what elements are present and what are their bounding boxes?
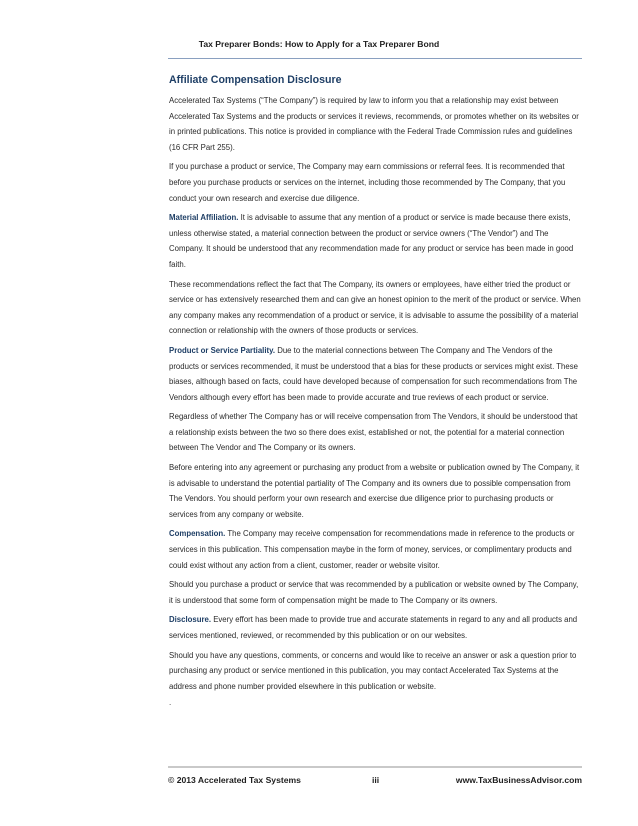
section-heading: Affiliate Compensation Disclosure — [169, 74, 342, 86]
paragraph-text: Regardless of whether The Company has or will receive compensation from The Vendors, it should be understood that a relationship exists between the two so there does exist, established or not, the potential for a material connection between The Vendor and The Company or its owners. — [169, 412, 578, 453]
paragraph-text: If you purchase a product or service, The Company may earn commissions or referral fees. It is recommended that before you purchase products or services on the internet, including those recommended by The Company, that you conduct your own research and exercise due diligence. — [169, 162, 566, 203]
paragraph-text: Before entering into any agreement or purchasing any product from a website or publication owned by The Company, it is advisable to understand the potential partiality of The Company and its owners due to possible compensation from The Vendors. You should perform your own research and exercise due diligence prior to purchasing products or services from any company or website. — [169, 463, 580, 519]
paragraph-text: Accelerated Tax Systems (“The Company”) is required by law to inform you that a relationship may exist between Accelerated Tax Systems and the products or services it reviews, recommends, or promotes whether on its websites or in printed publications. This notice is provided in compliance with the Federal Trade Commission rules and guidelines (16 CFR Part 255). — [169, 96, 579, 152]
paragraph-intro — [169, 93, 581, 155]
paragraph-text: Should you have any questions, comments, or concerns and would like to receive an answer or ask a question prior to purchasing any product or service mentioned in this publication, you may contact Accelerated Tax Systems at the address and phone number provided elsewhere in this publication or website. — [169, 650, 577, 691]
header-divider — [168, 58, 582, 59]
paragraph-disclosure — [169, 612, 581, 643]
trailing-mark: . — [169, 698, 172, 708]
paragraph-purchase-notice — [169, 159, 581, 206]
paragraph-before-agreement — [169, 460, 581, 522]
footer-divider — [168, 766, 582, 768]
paragraph-lead: Disclosure. — [169, 615, 212, 625]
paragraph-partiality — [169, 343, 581, 405]
paragraph-lead: Compensation. — [169, 529, 226, 539]
page-body — [169, 74, 581, 708]
paragraph-contact — [169, 648, 581, 695]
paragraph-text: Due to the material connections between The Company and The Vendors of the products or services recommended, it must be understood that a bias for these products or services might exist. These biases, although based on facts, could have developed because of compensation for such recommendations from The Vendors although every effort has been made to provide accurate and true reviews of each product or service. — [169, 345, 578, 402]
paragraph-relationship — [169, 409, 581, 456]
footer-website: www.TaxBusinessAdvisor.com — [455, 775, 582, 785]
paragraph-purchase-compensation — [169, 577, 581, 608]
paragraph-lead: Material Affiliation. — [169, 213, 239, 223]
paragraph-text: Should you purchase a product or service that was recommended by a publication or website owned by The Company, it is understood that some form of compensation might be made to The Company or its owners. — [169, 580, 579, 605]
paragraph-material-affiliation — [169, 210, 581, 272]
footer-copyright: © 2013 Accelerated Tax Systems — [168, 775, 301, 785]
paragraph-text: These recommendations reflect the fact that The Company, its owners or employees, have either tried the product or service or has extensively researched them and can give an honest opinion to the merit of the product or service. When any company makes any recommendation of a product or service, it is advisable to assume the possibility of a material connection or relationship with the owners of those products or services. — [169, 279, 581, 336]
paragraph-text: It is advisable to assume that any mention of a product or service is made because there exists, unless otherwise stated, a material connection between the product or service owners (“The Vendor”) and The Company. It should be understood that any recommendation made for any product or service has been made in good faith. — [169, 213, 574, 269]
paragraph-lead: Product or Service Partiality. — [169, 345, 276, 355]
footer-page-number: iii — [372, 775, 380, 785]
paragraph-text: Every effort has been made to provide true and accurate statements in regard to any and all products and services mentioned, reviewed, or recommended by this publication or on our websites. — [169, 615, 578, 640]
paragraph-recommendations — [169, 277, 581, 339]
paragraph-compensation — [169, 526, 581, 573]
paragraph-text: The Company may receive compensation for recommendations made in reference to the products or services in this publication. This compensation maybe in the form of money, services, or complimentary products and could exist without any action from a client, customer, reader or website visitor. — [169, 529, 575, 570]
running-header: Tax Preparer Bonds: How to Apply for a Tax Preparer Bond — [198, 39, 440, 49]
